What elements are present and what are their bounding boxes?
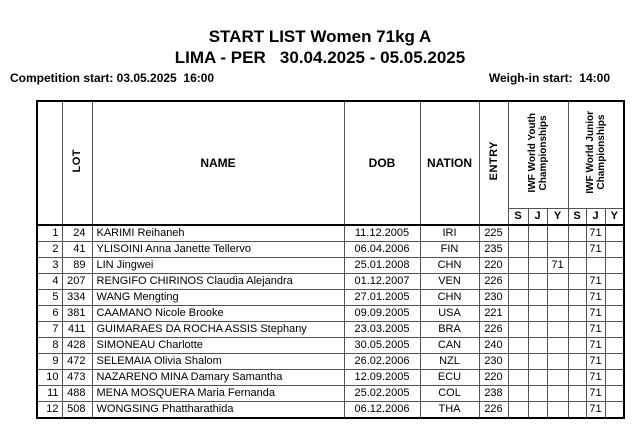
- junior-s-cell: [568, 306, 586, 322]
- youth-y-cell: [547, 306, 568, 322]
- youth-s-cell: [508, 258, 528, 274]
- table-header-row: [37, 101, 624, 208]
- youth-s-cell: [508, 306, 528, 322]
- table-row: [37, 306, 624, 322]
- name-cell: LIN Jingwei: [92, 258, 344, 274]
- column-header-lot-label: LOT: [71, 148, 83, 173]
- subheader-youth-s: S: [508, 208, 528, 225]
- name-cell: NAZARENO MINA Damary Samantha: [92, 370, 344, 386]
- row-number-cell: 7: [37, 322, 62, 338]
- entry-cell: 220: [479, 370, 508, 386]
- name-cell: KARIMI Reihaneh: [92, 225, 344, 242]
- table-row: [37, 225, 624, 242]
- table-row: [37, 322, 624, 338]
- nation-cell: VEN: [420, 274, 479, 290]
- lot-cell: 89: [62, 258, 92, 274]
- page-subtitle: LIMA - PER 30.04.2025 - 05.05.2025: [174, 48, 466, 67]
- junior-y-cell: [605, 274, 624, 290]
- table-row: [37, 354, 624, 370]
- lot-cell: 473: [62, 370, 92, 386]
- youth-championships-label: [527, 113, 549, 192]
- entry-cell: 226: [479, 322, 508, 338]
- junior-y-cell: [605, 402, 624, 419]
- youth-y-cell: [547, 290, 568, 306]
- junior-j-cell: 71: [586, 290, 605, 306]
- junior-championships-label: [585, 111, 607, 194]
- junior-y-cell: [605, 306, 624, 322]
- dob-cell: 27.01.2005: [344, 290, 420, 306]
- junior-s-cell: [568, 225, 586, 242]
- name-cell: SELEMAIA Olivia Shalom: [92, 354, 344, 370]
- subheader-junior-y: Y: [605, 208, 624, 225]
- junior-j-cell: 71: [586, 386, 605, 402]
- column-header-lot: [62, 101, 92, 225]
- entry-cell: 220: [479, 258, 508, 274]
- entry-cell: 221: [479, 306, 508, 322]
- nation-cell: IRI: [420, 225, 479, 242]
- lot-cell: 334: [62, 290, 92, 306]
- column-header-number: [37, 101, 62, 225]
- lot-cell: 508: [62, 402, 92, 419]
- entry-cell: 226: [479, 402, 508, 419]
- row-number-cell: 2: [37, 242, 62, 258]
- junior-j-cell: 71: [586, 322, 605, 338]
- name-cell: SIMONEAU Charlotte: [92, 338, 344, 354]
- youth-s-cell: [508, 290, 528, 306]
- name-cell: GUIMARAES DA ROCHA ASSIS Stephany: [92, 322, 344, 338]
- youth-j-cell: [528, 370, 547, 386]
- youth-j-cell: [528, 402, 547, 419]
- dob-cell: 30.05.2005: [344, 338, 420, 354]
- youth-j-cell: [528, 354, 547, 370]
- youth-s-cell: [508, 322, 528, 338]
- subheader-youth-j: J: [528, 208, 547, 225]
- junior-y-cell: [605, 322, 624, 338]
- youth-y-cell: [547, 322, 568, 338]
- lot-cell: 41: [62, 242, 92, 258]
- junior-j-cell: 71: [586, 354, 605, 370]
- junior-j-cell: [586, 258, 605, 274]
- junior-s-cell: [568, 322, 586, 338]
- nation-cell: ECU: [420, 370, 479, 386]
- lot-cell: 207: [62, 274, 92, 290]
- entry-cell: 235: [479, 242, 508, 258]
- dob-cell: 26.02.2006: [344, 354, 420, 370]
- youth-s-cell: [508, 274, 528, 290]
- junior-y-cell: [605, 258, 624, 274]
- junior-j-cell: 71: [586, 402, 605, 419]
- column-header-entry: [479, 101, 508, 225]
- table-row: [37, 290, 624, 306]
- column-header-dob: DOB: [344, 101, 420, 225]
- junior-j-cell: 71: [586, 338, 605, 354]
- dob-cell: 12.09.2005: [344, 370, 420, 386]
- youth-y-cell: [547, 338, 568, 354]
- youth-j-cell: [528, 258, 547, 274]
- junior-y-cell: [605, 242, 624, 258]
- table-row: [37, 338, 624, 354]
- dob-cell: 09.09.2005: [344, 306, 420, 322]
- name-cell: WANG Mengting: [92, 290, 344, 306]
- nation-cell: COL: [420, 386, 479, 402]
- table-row: [37, 242, 624, 258]
- junior-j-cell: 71: [586, 242, 605, 258]
- table-row: [37, 386, 624, 402]
- youth-j-cell: [528, 306, 547, 322]
- youth-s-cell: [508, 386, 528, 402]
- column-header-entry-label: ENTRY: [487, 140, 500, 181]
- nation-cell: CHN: [420, 290, 479, 306]
- subheader-junior-s: S: [568, 208, 586, 225]
- name-cell: RENGIFO CHIRINOS Claudia Alejandra: [92, 274, 344, 290]
- subheader-junior-j: J: [586, 208, 605, 225]
- lot-cell: 472: [62, 354, 92, 370]
- nation-cell: NZL: [420, 354, 479, 370]
- dob-cell: 25.01.2008: [344, 258, 420, 274]
- youth-s-cell: [508, 402, 528, 419]
- junior-s-cell: [568, 274, 586, 290]
- row-number-cell: 6: [37, 306, 62, 322]
- start-list-table: [36, 100, 625, 419]
- youth-s-cell: [508, 354, 528, 370]
- entry-cell: 226: [479, 274, 508, 290]
- dob-cell: 01.12.2007: [344, 274, 420, 290]
- row-number-cell: 5: [37, 290, 62, 306]
- youth-s-cell: [508, 242, 528, 258]
- lot-cell: 411: [62, 322, 92, 338]
- youth-y-cell: [547, 386, 568, 402]
- junior-s-cell: [568, 258, 586, 274]
- junior-s-cell: [568, 386, 586, 402]
- dob-cell: 25.02.2005: [344, 386, 420, 402]
- nation-cell: THA: [420, 402, 479, 419]
- competition-start-text: Competition start: 03.05.2025 16:00: [10, 71, 215, 85]
- entry-cell: 230: [479, 354, 508, 370]
- page-title: START LIST Women 71kg A: [208, 27, 432, 46]
- dob-cell: 06.04.2006: [344, 242, 420, 258]
- junior-y-cell: [605, 354, 624, 370]
- entry-cell: 240: [479, 338, 508, 354]
- youth-y-cell: [547, 354, 568, 370]
- youth-s-cell: [508, 370, 528, 386]
- entry-cell: 225: [479, 225, 508, 242]
- junior-s-cell: [568, 290, 586, 306]
- youth-s-cell: [508, 225, 528, 242]
- row-number-cell: 1: [37, 225, 62, 242]
- column-header-youth-championships: [508, 101, 568, 208]
- junior-s-cell: [568, 242, 586, 258]
- nation-cell: CHN: [420, 258, 479, 274]
- nation-cell: USA: [420, 306, 479, 322]
- row-number-cell: 10: [37, 370, 62, 386]
- weigh-in-start-text: Weigh-in start: 14:00: [488, 71, 610, 85]
- dob-cell: 06.12.2006: [344, 402, 420, 419]
- junior-championships-line1: IWF World Junior: [584, 110, 596, 194]
- youth-j-cell: [528, 338, 547, 354]
- row-number-cell: 4: [37, 274, 62, 290]
- youth-j-cell: [528, 386, 547, 402]
- youth-championships-line1: IWF World Youth: [527, 112, 539, 192]
- youth-y-cell: 71: [547, 258, 568, 274]
- table-row: [37, 274, 624, 290]
- junior-s-cell: [568, 354, 586, 370]
- name-cell: WONGSING Phattharathida: [92, 402, 344, 419]
- junior-j-cell: 71: [586, 370, 605, 386]
- lot-cell: 428: [62, 338, 92, 354]
- junior-y-cell: [605, 370, 624, 386]
- junior-y-cell: [605, 225, 624, 242]
- lot-cell: 488: [62, 386, 92, 402]
- table-row: [37, 258, 624, 274]
- dob-cell: 23.03.2005: [344, 322, 420, 338]
- junior-championships-line2: Championships: [595, 114, 607, 190]
- junior-y-cell: [605, 386, 624, 402]
- table-row: [37, 370, 624, 386]
- name-cell: YLISOINI Anna Janette Tellervo: [92, 242, 344, 258]
- youth-j-cell: [528, 322, 547, 338]
- junior-j-cell: 71: [586, 306, 605, 322]
- youth-j-cell: [528, 242, 547, 258]
- entry-cell: 238: [479, 386, 508, 402]
- youth-y-cell: [547, 242, 568, 258]
- junior-s-cell: [568, 402, 586, 419]
- junior-y-cell: [605, 338, 624, 354]
- row-number-cell: 12: [37, 402, 62, 419]
- subheader-youth-y: Y: [547, 208, 568, 225]
- youth-j-cell: [528, 290, 547, 306]
- name-cell: CAAMANO Nicole Brooke: [92, 306, 344, 322]
- entry-cell: 230: [479, 290, 508, 306]
- column-header-nation: NATION: [420, 101, 479, 225]
- youth-y-cell: [547, 402, 568, 419]
- table-row: [37, 402, 624, 419]
- row-number-cell: 8: [37, 338, 62, 354]
- start-list-body: [37, 225, 624, 418]
- youth-y-cell: [547, 274, 568, 290]
- youth-y-cell: [547, 370, 568, 386]
- lot-cell: 24: [62, 225, 92, 242]
- youth-j-cell: [528, 225, 547, 242]
- junior-y-cell: [605, 290, 624, 306]
- junior-j-cell: 71: [586, 274, 605, 290]
- row-number-cell: 11: [37, 386, 62, 402]
- lot-cell: 381: [62, 306, 92, 322]
- column-header-junior-championships: [568, 101, 624, 208]
- meta-row: [10, 71, 610, 85]
- youth-championships-line2: Championships: [538, 114, 550, 190]
- junior-s-cell: [568, 370, 586, 386]
- youth-s-cell: [508, 338, 528, 354]
- youth-y-cell: [547, 225, 568, 242]
- nation-cell: BRA: [420, 322, 479, 338]
- row-number-cell: 3: [37, 258, 62, 274]
- column-header-name: NAME: [92, 101, 344, 225]
- nation-cell: FIN: [420, 242, 479, 258]
- document-page: [0, 26, 640, 424]
- name-cell: MENA MOSQUERA Maria Fernanda: [92, 386, 344, 402]
- youth-j-cell: [528, 274, 547, 290]
- row-number-cell: 9: [37, 354, 62, 370]
- dob-cell: 11.12.2005: [344, 225, 420, 242]
- junior-j-cell: 71: [586, 225, 605, 242]
- nation-cell: CAN: [420, 338, 479, 354]
- junior-s-cell: [568, 338, 586, 354]
